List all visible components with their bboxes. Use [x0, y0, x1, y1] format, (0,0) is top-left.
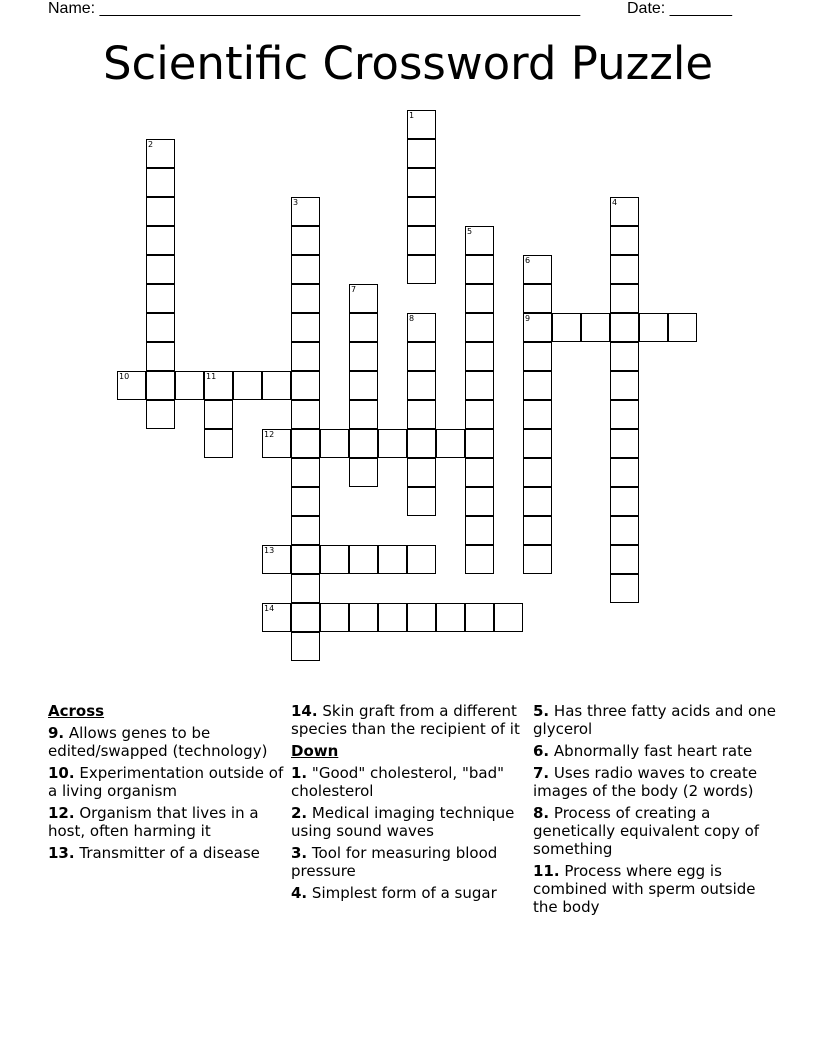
clue-across-14: [291, 702, 536, 738]
crossword-cell[interactable]: [291, 632, 320, 661]
clue-across-12: [48, 804, 293, 840]
clue-number: 10.: [48, 764, 75, 782]
clue-number: 8.: [533, 804, 550, 822]
crossword-cell[interactable]: [291, 516, 320, 545]
crossword-cell[interactable]: [146, 342, 175, 371]
clue-text: Simplest form of a sugar: [311, 884, 497, 902]
clue-text: Uses radio waves to create images of the body (2 words): [533, 764, 758, 800]
crossword-cell[interactable]: [349, 400, 378, 429]
crossword-cell[interactable]: [465, 255, 494, 284]
crossword-cell[interactable]: [349, 603, 378, 632]
crossword-cell[interactable]: [146, 371, 175, 400]
crossword-cell[interactable]: [407, 110, 436, 139]
crossword-cell[interactable]: [523, 284, 552, 313]
crossword-cell[interactable]: [204, 400, 233, 429]
clue-across-10: [48, 764, 293, 800]
crossword-cell[interactable]: [204, 429, 233, 458]
crossword-cell[interactable]: [146, 139, 175, 168]
clue-number: 4.: [291, 884, 308, 902]
crossword-cell[interactable]: [146, 400, 175, 429]
crossword-cell[interactable]: [407, 603, 436, 632]
cell-number: 9: [525, 314, 531, 323]
clue-text: Allows genes to be edited/swapped (technology): [48, 724, 268, 760]
crossword-cell[interactable]: [639, 313, 668, 342]
crossword-cell[interactable]: [407, 371, 436, 400]
cell-number: 4: [612, 198, 618, 207]
clue-down-7: [533, 764, 778, 800]
clue-text: Tool for measuring blood pressure: [291, 844, 498, 880]
clue-text: "Good" cholesterol, "bad" cholesterol: [291, 764, 504, 800]
crossword-cell[interactable]: [146, 168, 175, 197]
crossword-cell[interactable]: [146, 226, 175, 255]
crossword-cell[interactable]: [262, 371, 291, 400]
date-field[interactable]: Date: _______: [627, 0, 732, 17]
crossword-cell[interactable]: [349, 284, 378, 313]
crossword-cell[interactable]: [291, 400, 320, 429]
clue-text: Experimentation outside of a living organism: [48, 764, 284, 800]
clue-text: Transmitter of a disease: [79, 844, 260, 862]
crossword-cell[interactable]: [291, 226, 320, 255]
crossword-cell[interactable]: [378, 429, 407, 458]
clue-number: 5.: [533, 702, 550, 720]
crossword-cell[interactable]: [262, 603, 291, 632]
crossword-cell[interactable]: [610, 516, 639, 545]
crossword-cell[interactable]: [407, 255, 436, 284]
cell-number: 3: [293, 198, 299, 207]
crossword-cell[interactable]: [291, 197, 320, 226]
crossword-cell[interactable]: [291, 284, 320, 313]
crossword-cell[interactable]: [349, 371, 378, 400]
crossword-cell[interactable]: [291, 371, 320, 400]
crossword-cell[interactable]: [465, 284, 494, 313]
clue-down-11: [533, 862, 778, 916]
cell-number: 10: [119, 372, 130, 381]
crossword-cell[interactable]: [610, 342, 639, 371]
crossword-cell[interactable]: [610, 284, 639, 313]
clue-number: 12.: [48, 804, 75, 822]
clue-number: 14.: [291, 702, 318, 720]
crossword-cell[interactable]: [668, 313, 697, 342]
cell-number: 12: [264, 430, 275, 439]
down-heading: Down: [291, 742, 339, 760]
clue-number: 7.: [533, 764, 550, 782]
crossword-cell[interactable]: [378, 545, 407, 574]
crossword-cell[interactable]: [407, 342, 436, 371]
clue-text: Has three fatty acids and one glycerol: [533, 702, 776, 738]
crossword-cell[interactable]: [407, 168, 436, 197]
clue-down-8: [533, 804, 778, 858]
crossword-cell[interactable]: [465, 458, 494, 487]
clue-number: 2.: [291, 804, 308, 822]
crossword-cell[interactable]: [523, 429, 552, 458]
crossword-cell[interactable]: [523, 516, 552, 545]
cell-number: 8: [409, 314, 415, 323]
crossword-cell[interactable]: [465, 342, 494, 371]
crossword-cell[interactable]: [291, 342, 320, 371]
crossword-cell[interactable]: [610, 545, 639, 574]
crossword-cell[interactable]: [610, 400, 639, 429]
crossword-cell[interactable]: [494, 603, 523, 632]
clue-text: Medical imaging technique using sound waves: [291, 804, 515, 840]
crossword-cell[interactable]: [291, 255, 320, 284]
clue-text: Skin graft from a different species than the recipient of it: [291, 702, 520, 738]
clue-down-6: [533, 742, 778, 760]
crossword-cell[interactable]: [320, 545, 349, 574]
clue-down-1: [291, 764, 536, 800]
clue-number: 3.: [291, 844, 308, 862]
crossword-cell[interactable]: [523, 371, 552, 400]
clue-across-9: [48, 724, 293, 760]
crossword-cell[interactable]: [407, 400, 436, 429]
clue-text: Organism that lives in a host, often harming it: [48, 804, 259, 840]
crossword-cell[interactable]: [407, 313, 436, 342]
crossword-cell[interactable]: [349, 342, 378, 371]
clue-number: 13.: [48, 844, 75, 862]
crossword-cell[interactable]: [407, 487, 436, 516]
crossword-cell[interactable]: [465, 429, 494, 458]
clue-across-13: [48, 844, 293, 862]
cell-number: 5: [467, 227, 473, 236]
crossword-cell[interactable]: [349, 545, 378, 574]
cell-number: 11: [206, 372, 217, 381]
cell-number: 14: [264, 604, 275, 613]
crossword-cell[interactable]: [523, 400, 552, 429]
clue-text: Process of creating a genetically equivalent copy of something: [533, 804, 760, 858]
crossword-cell[interactable]: [291, 574, 320, 603]
crossword-cell[interactable]: [233, 371, 262, 400]
clue-down-3: [291, 844, 536, 880]
crossword-cell[interactable]: [407, 458, 436, 487]
crossword-cell[interactable]: [610, 313, 639, 342]
crossword-cell[interactable]: [610, 255, 639, 284]
name-field[interactable]: Name: ______________________________________________________: [48, 0, 581, 17]
across-heading: Across: [48, 702, 105, 720]
crossword-cell[interactable]: [349, 313, 378, 342]
crossword-cell[interactable]: [465, 400, 494, 429]
clue-number: 1.: [291, 764, 308, 782]
crossword-cell[interactable]: [610, 458, 639, 487]
crossword-cell[interactable]: [378, 603, 407, 632]
crossword-cell[interactable]: [407, 139, 436, 168]
crossword-cell[interactable]: [436, 603, 465, 632]
crossword-cell[interactable]: [610, 574, 639, 603]
crossword-cell[interactable]: [291, 545, 320, 574]
crossword-cell[interactable]: [262, 429, 291, 458]
crossword-cell[interactable]: [610, 371, 639, 400]
clue-text: Process where egg is combined with sperm outside the body: [533, 862, 756, 916]
crossword-cell[interactable]: [610, 429, 639, 458]
crossword-cell[interactable]: [465, 487, 494, 516]
crossword-cell[interactable]: [291, 429, 320, 458]
cell-number: 13: [264, 546, 275, 555]
clue-number: 9.: [48, 724, 65, 742]
crossword-cell[interactable]: [465, 313, 494, 342]
crossword-cell[interactable]: [465, 603, 494, 632]
crossword-cell[interactable]: [610, 487, 639, 516]
page-title: Scientific Crossword Puzzle: [102, 37, 714, 90]
crossword-cell[interactable]: [610, 226, 639, 255]
crossword-cell[interactable]: [436, 429, 465, 458]
crossword-cell[interactable]: [523, 458, 552, 487]
crossword-cell[interactable]: [407, 226, 436, 255]
crossword-cell[interactable]: [407, 197, 436, 226]
cell-number: 1: [409, 111, 415, 120]
crossword-cell[interactable]: [175, 371, 204, 400]
crossword-cell[interactable]: [262, 545, 291, 574]
crossword-cell[interactable]: [465, 371, 494, 400]
crossword-cell[interactable]: [146, 313, 175, 342]
crossword-cell[interactable]: [146, 255, 175, 284]
crossword-cell[interactable]: [523, 487, 552, 516]
crossword-cell[interactable]: [349, 458, 378, 487]
crossword-cell[interactable]: [407, 429, 436, 458]
clue-down-2: [291, 804, 536, 840]
crossword-cell[interactable]: [117, 371, 146, 400]
crossword-cell[interactable]: [320, 429, 349, 458]
crossword-cell[interactable]: [523, 545, 552, 574]
clue-down-4: [291, 884, 536, 902]
cell-number: 7: [351, 285, 357, 294]
clue-number: 11.: [533, 862, 560, 880]
crossword-cell[interactable]: [407, 545, 436, 574]
clue-number: 6.: [533, 742, 550, 760]
clue-column-1: [48, 702, 293, 866]
crossword-cell[interactable]: [465, 516, 494, 545]
crossword-cell[interactable]: [610, 197, 639, 226]
crossword-cell[interactable]: [291, 487, 320, 516]
crossword-cell[interactable]: [523, 313, 552, 342]
crossword-cell[interactable]: [523, 255, 552, 284]
clue-column-3: [533, 702, 778, 920]
cell-number: 6: [525, 256, 531, 265]
crossword-cell[interactable]: [291, 603, 320, 632]
crossword-cell[interactable]: [552, 313, 581, 342]
crossword-cell[interactable]: [146, 197, 175, 226]
clue-column-2: [291, 702, 536, 906]
crossword-cell[interactable]: [465, 545, 494, 574]
crossword-cell[interactable]: [349, 429, 378, 458]
cell-number: 2: [148, 140, 154, 149]
crossword-cell[interactable]: [320, 603, 349, 632]
clue-down-5: [533, 702, 778, 738]
crossword-cell[interactable]: [146, 284, 175, 313]
clue-text: Abnormally fast heart rate: [553, 742, 753, 760]
crossword-cell[interactable]: [291, 313, 320, 342]
crossword-cell[interactable]: [523, 342, 552, 371]
crossword-cell[interactable]: [291, 458, 320, 487]
crossword-cell[interactable]: [465, 226, 494, 255]
crossword-cell[interactable]: [581, 313, 610, 342]
crossword-cell[interactable]: [204, 371, 233, 400]
